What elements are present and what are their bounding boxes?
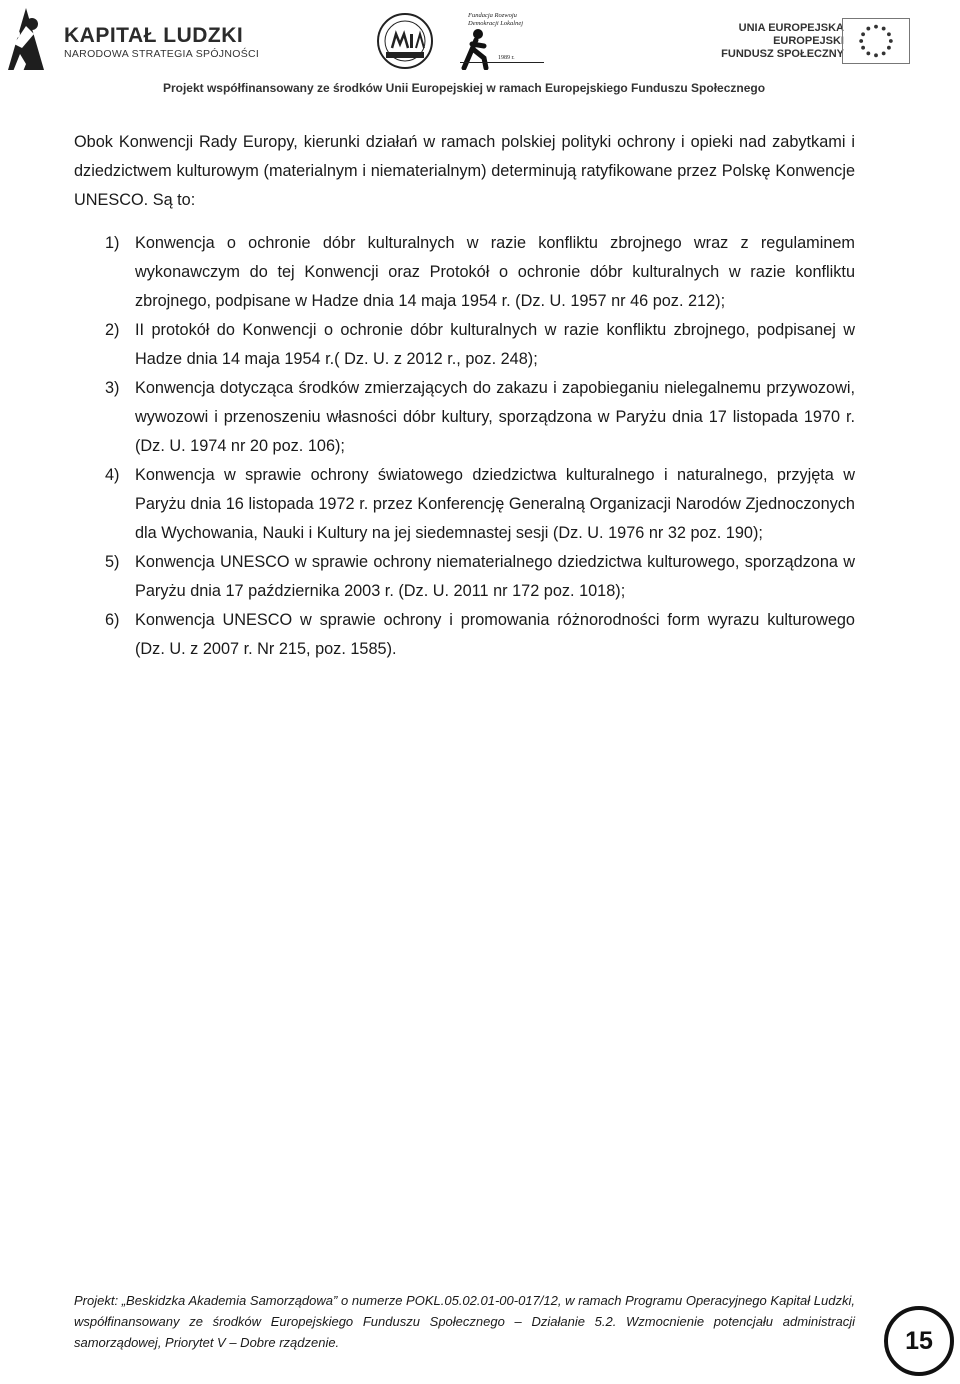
list-item <box>74 316 855 374</box>
fundacja-name: Fundacja Rozwoju Demokracji Lokalnej <box>468 12 524 27</box>
list-item <box>74 548 855 606</box>
list-item-text: Konwencja o ochronie dóbr kulturalnych w razie konfliktu zbrojnego wraz z regulaminem wykonawczym do tej Konwencji oraz Protokół o ochronie dóbr kulturalnych w razie konfliktu zbrojnego, podpisane w Hadze dnia 14 maja 1954 r. (Dz. U. 1957 nr 46 poz. 212); <box>135 234 855 310</box>
list-item-text: Konwencja dotycząca środków zmierzających do zakazu i zapobieganiu nielegalnemu przywozowi, wywozowi i przenoszeniu własności dóbr kultury, sporządzona w Paryżu dnia 17 listopada 1970 r. (Dz. U. 1974 nr 20 poz. 106); <box>135 379 855 455</box>
page-footer <box>74 1290 855 1353</box>
list-item <box>74 606 855 664</box>
kapital-ludzki-subtitle: NARODOWA STRATEGIA SPÓJNOŚCI <box>64 48 260 60</box>
list-item-number: 2) <box>105 321 120 339</box>
page-header <box>0 0 960 100</box>
convention-list <box>74 229 855 664</box>
list-item <box>74 461 855 548</box>
page-number-badge <box>884 1306 954 1376</box>
cofinancing-note: Projekt współfinansowany ze środków Unii Europejskiej w ramach Europejskiego Funduszu Społecznego <box>162 81 766 95</box>
walking-figure-icon <box>458 28 494 70</box>
list-item <box>74 229 855 316</box>
list-item-text: Konwencja UNESCO w sprawie ochrony niematerialnego dziedzictwa kulturowego, sporządzona w Paryżu dnia 17 października 2003 r. (Dz. U. 2011 nr 172 poz. 1018); <box>135 553 855 600</box>
list-item-text: Konwencja w sprawie ochrony światowego dziedzictwa kulturalnego i naturalnego, przyjęta w Paryżu dnia 16 listopada 1972 r. przez Konferencję Generalną Organizacji Narodów Zjednoczonych dla Wychowania, Nauki i Kultury na jej siedemnastej sesji (Dz. U. 1976 nr 32 poz. 190); <box>135 466 855 542</box>
fundacja-underline <box>460 62 544 63</box>
list-item-text: II protokół do Konwencji o ochronie dóbr kulturalnych w razie konfliktu zbrojnego, podpisanej w Hadze dnia 14 maja 1954 r.( Dz. U. z 2012 r., poz. 248); <box>135 321 855 368</box>
eu-label-line1: UNIA EUROPEJSKA <box>738 22 844 34</box>
eu-label-line3: FUNDUSZ SPOŁECZNY <box>721 48 844 60</box>
fundacja-year: 1989 r. <box>498 55 515 61</box>
list-item-number: 3) <box>105 379 120 397</box>
eu-label <box>721 22 844 61</box>
document-body <box>74 128 855 664</box>
eu-label-line2: EUROPEJSKI <box>773 35 844 47</box>
list-item-number: 1) <box>105 234 120 252</box>
list-item-text: Konwencja UNESCO w sprawie ochrony i promowania różnorodności form wyrazu kulturowego (Dz. U. z 2007 r. Nr 215, poz. 1585). <box>135 611 855 658</box>
eu-flag-icon <box>842 18 910 64</box>
page-number: 15 <box>905 1326 933 1355</box>
list-item-number: 6) <box>105 611 120 629</box>
list-item <box>74 374 855 461</box>
intro-paragraph: Obok Konwencji Rady Europy, kierunki działań w ramach polskiej polityki ochrony i opieki nad zabytkami i dziedzictwem kulturowym (materialnym i niematerialnym) determinują ratyfikowane przez Polskę Konwencje UNESCO. Są to: <box>74 133 855 209</box>
list-item-number: 4) <box>105 466 120 484</box>
mistia-seal <box>376 12 434 70</box>
list-item-number: 5) <box>105 553 120 571</box>
kapital-ludzki-logo <box>4 4 48 74</box>
footer-project-text: Projekt: „Beskidzka Akademia Samorządowa” o numerze POKL.05.02.01-00-017/12, w ramach Programu Operacyjnego Kapitał Ludzki, współfinansowany ze środków Europejskiego Funduszu Społecznego – Działanie 5.2. Wzmocnienie potencjału administracji samorządowej, Priorytet V – Dobre rządzenie. <box>74 1293 855 1350</box>
kapital-ludzki-title: KAPITAŁ LUDZKI <box>64 24 244 47</box>
